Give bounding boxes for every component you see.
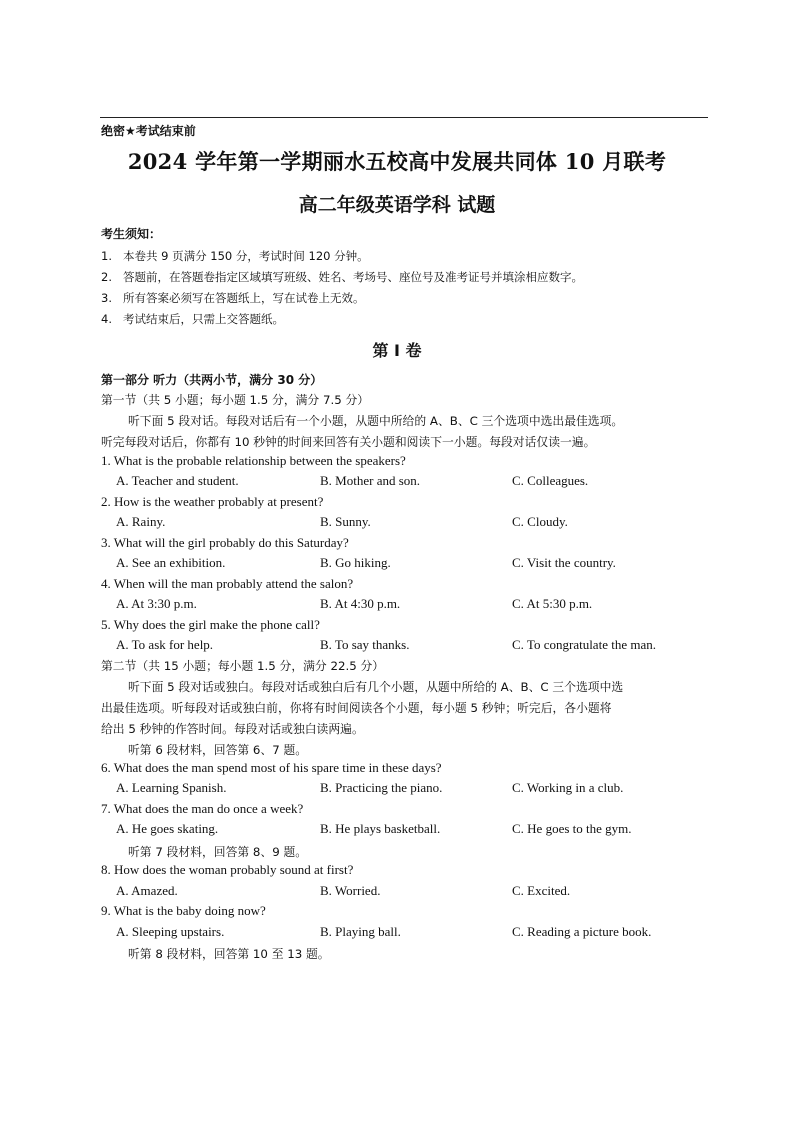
option-c: C. He goes to the gym. [512, 821, 632, 836]
material-note: 听第 8 段材料，回答第 10 至 13 题。 [128, 947, 330, 961]
option-a: A. Teacher and student. [116, 473, 239, 488]
question-text: 4. When will the man probably attend the salon? [101, 576, 354, 591]
option-a: A. Amazed. [116, 883, 178, 898]
exam-title: 2024 学年第一学期丽水五校高中发展共同体 10 月联考 [127, 149, 667, 174]
notice-item: 4. 考试结束后，只需上交答题纸。 [101, 312, 284, 326]
part1-title: 第一部分 听力（共两小节，满分 30 分） [101, 373, 323, 387]
option-a: A. Rainy. [116, 514, 166, 529]
section1-instruction: 听下面 5 段对话。每段对话后有一个小题，从题中所给的 A、B、C 三个选项中选出最佳选项。 [128, 414, 624, 428]
option-b: B. Mother and son. [320, 473, 421, 488]
option-c: C. Visit the country. [512, 555, 616, 570]
option-c: C. Working in a club. [512, 780, 624, 795]
material-note: 听第 7 段材料，回答第 8、9 题。 [128, 845, 308, 859]
notice-item: 2. 答题前，在答题卷指定区域填写班级、姓名、考场号、座位号及准考证号并填涂相应数字。 [101, 270, 583, 284]
question-text: 1. What is the probable relationship between the speakers? [101, 453, 406, 468]
option-b: B. To say thanks. [320, 637, 410, 652]
section2-instruction: 给出 5 秒钟的作答时间。每段对话或独白读两遍。 [101, 722, 364, 736]
question-text: 2. How is the weather probably at present? [101, 494, 324, 509]
option-c: C. To congratulate the man. [512, 637, 656, 652]
option-a: A. To ask for help. [116, 637, 214, 652]
material-note: 听第 6 段材料，回答第 6、7 题。 [128, 743, 308, 757]
option-a: A. See an exhibition. [116, 555, 226, 570]
question-text: 5. Why does the girl make the phone call? [101, 617, 320, 632]
option-c: C. Colleagues. [512, 473, 589, 488]
option-a: A. At 3:30 p.m. [116, 596, 197, 611]
question-text: 8. How does the woman probably sound at first? [101, 862, 354, 877]
option-c: C. At 5:30 p.m. [512, 596, 593, 611]
section2-title: 第二节（共 15 小题；每小题 1.5 分，满分 22.5 分） [101, 659, 385, 673]
option-b: B. He plays basketball. [320, 821, 441, 836]
exam-subtitle: 高二年级英语学科 试题 [298, 194, 496, 216]
option-b: B. Go hiking. [320, 555, 391, 570]
section2-instruction: 听下面 5 段对话或独白。每段对话或独白后有几个小题，从题中所给的 A、B、C 三个选项中选 [128, 680, 624, 694]
option-b: B. At 4:30 p.m. [320, 596, 401, 611]
option-b: B. Playing ball. [320, 924, 401, 939]
option-c: C. Excited. [512, 883, 571, 898]
notice-item: 3. 所有答案必须写在答题纸上，写在试卷上无效。 [101, 291, 365, 305]
option-b: B. Practicing the piano. [320, 780, 443, 795]
option-c: C. Cloudy. [512, 514, 568, 529]
section1-instruction: 听完每段对话后，你都有 10 秒钟的时间来回答有关小题和阅读下一小题。每段对话仅读一遍。 [101, 435, 596, 449]
secret-label: 绝密★考试结束前 [101, 124, 196, 138]
question-text: 7. What does the man do once a week? [101, 801, 304, 816]
volume-heading: 第 I 卷 [372, 341, 422, 360]
notice-heading: 考生须知： [101, 227, 162, 241]
question-text: 6. What does the man spend most of his spare time in these days? [101, 760, 442, 775]
option-b: B. Sunny. [320, 514, 371, 529]
option-c: C. Reading a picture book. [512, 924, 652, 939]
top-rule [100, 117, 708, 118]
option-a: A. He goes skating. [116, 821, 219, 836]
question-text: 9. What is the baby doing now? [101, 903, 266, 918]
section1-title: 第一节（共 5 小题；每小题 1.5 分，满分 7.5 分） [101, 393, 370, 407]
option-b: B. Worried. [320, 883, 381, 898]
notice-item: 1. 本卷共 9 页满分 150 分，考试时间 120 分钟。 [101, 249, 369, 263]
option-a: A. Learning Spanish. [116, 780, 227, 795]
section2-instruction: 出最佳选项。听每段对话或独白前，你将有时间阅读各个小题，每小题 5 秒钟；听完后，各小题将 [101, 701, 612, 715]
option-a: A. Sleeping upstairs. [116, 924, 225, 939]
question-text: 3. What will the girl probably do this Saturday? [101, 535, 349, 550]
